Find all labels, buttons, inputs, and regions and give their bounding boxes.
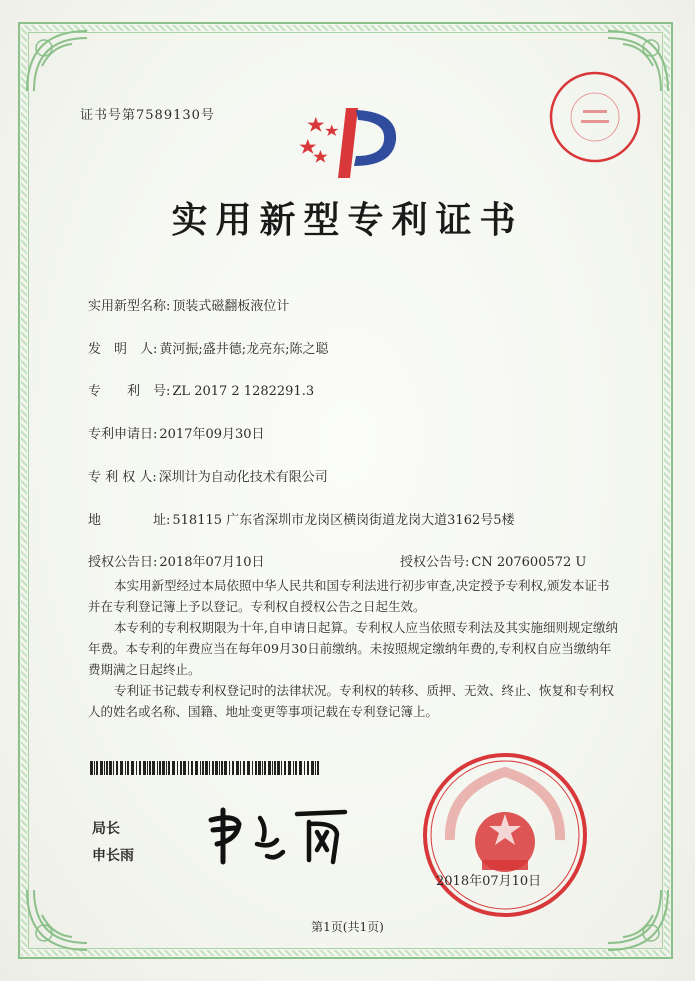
barcode-bar	[94, 761, 95, 775]
field-grant-date-label: 授权公告日:	[88, 555, 158, 570]
seal-date: 2018年07月10日	[436, 874, 542, 889]
barcode-bar	[236, 761, 239, 775]
barcode-bar	[100, 761, 103, 775]
barcode-bar	[258, 761, 261, 775]
barcode-bar	[152, 761, 155, 775]
barcode-bar	[229, 761, 230, 775]
barcode-bar	[127, 761, 129, 775]
barcode-bar	[212, 761, 214, 775]
field-patentee-value: 深圳计为自动化技术有限公司	[158, 470, 328, 485]
field-address	[88, 509, 515, 528]
barcode-bar	[159, 761, 161, 775]
certificate-title: 实用新型专利证书	[171, 199, 524, 241]
official-seal	[420, 750, 590, 920]
barcode-bar	[317, 761, 319, 775]
barcode-bar	[162, 761, 165, 775]
barcode-bar	[125, 761, 126, 775]
barcode-bar	[200, 761, 201, 775]
certificate-number: 证书号第7589130号	[80, 108, 215, 123]
barcode-bar	[219, 761, 220, 775]
field-inventor-value: 黄河振;盛井德;龙亮东;陈之聪	[159, 342, 329, 357]
barcode-bar	[304, 761, 305, 775]
barcode-bar	[116, 761, 118, 775]
barcode-bar	[284, 761, 286, 775]
field-patentee	[88, 466, 328, 485]
barcode-bar	[288, 761, 291, 775]
barcode-bar	[195, 761, 198, 775]
director-title: 局长	[92, 821, 120, 837]
field-application-date-value: 2017年09月30日	[159, 427, 265, 442]
barcode-bar	[221, 761, 223, 775]
field-patent-number-value: ZL 2017 2 1282291.3	[172, 384, 315, 399]
barcode-bar	[109, 761, 112, 775]
field-grant-number-label: 授权公告号:	[400, 555, 470, 570]
barcode-bar	[106, 761, 108, 775]
barcode-bar	[139, 761, 141, 775]
barcode-bar	[311, 761, 314, 775]
director-name: 申长雨	[92, 848, 134, 864]
field-grant-date	[88, 551, 265, 570]
barcode-bar	[240, 761, 241, 775]
field-patent-number	[88, 380, 314, 399]
barcode-bar	[166, 761, 167, 775]
barcode-bar	[209, 761, 210, 775]
barcode-bar	[136, 761, 137, 775]
field-grant-number-value: CN 207600572 U	[471, 555, 587, 570]
barcode-bar	[147, 761, 148, 775]
barcode-bar	[149, 761, 151, 775]
barcode-bar	[172, 761, 175, 775]
body-paragraph: 本专利的专利权期限为十年,自申请日起算。专利权人应当依照专利法及其实施细则规定缴纳年费。本专利的年费应当在每年09月30日前缴纳。未按照规定缴纳年费的,专利权自应当缴纳年费期满之日起终止。	[88, 620, 618, 677]
barcode-bar	[295, 761, 297, 775]
barcode-bar	[131, 761, 134, 775]
director-signature	[205, 800, 355, 870]
barcode-bar	[188, 761, 189, 775]
barcode-bar	[293, 761, 294, 775]
field-address-value: 518115 广东省深圳市龙岗区横岗街道龙岗大道3162号5楼	[172, 513, 515, 528]
field-inventor-label: 发 明 人:	[88, 342, 158, 357]
barcode-bar	[243, 761, 245, 775]
corner-ornament-top-left	[22, 26, 92, 96]
field-patentee-label: 专 利 权 人:	[88, 470, 157, 485]
barcode-bar	[180, 761, 182, 775]
agency-seal	[548, 70, 642, 164]
barcode-bar	[224, 761, 227, 775]
barcode-bar	[120, 761, 123, 775]
barcode-bar	[157, 761, 158, 775]
barcode-bar	[315, 761, 316, 775]
field-application-date-label: 专利申请日:	[88, 427, 158, 442]
barcode-bar	[183, 761, 186, 775]
barcode-bar	[299, 761, 302, 775]
barcode-bar	[262, 761, 263, 775]
barcode-bar	[202, 761, 204, 775]
barcode-bar	[307, 761, 309, 775]
barcode-bar	[215, 761, 218, 775]
patent-office-logo	[298, 100, 408, 180]
barcode-bar	[277, 761, 280, 775]
barcode-bar	[168, 761, 170, 775]
barcode-bar	[205, 761, 208, 775]
field-patent-number-label: 专 利 号:	[88, 384, 171, 399]
barcode-bar	[272, 761, 273, 775]
barcode-bar	[247, 761, 250, 775]
barcode-bar	[274, 761, 276, 775]
field-application-date	[88, 423, 265, 442]
barcode-bar	[143, 761, 146, 775]
barcode-bar	[268, 761, 271, 775]
barcode-bar	[255, 761, 257, 775]
field-address-label: 地 址:	[88, 513, 171, 528]
barcode-bar	[252, 761, 253, 775]
field-name-label: 实用新型名称:	[88, 299, 171, 314]
barcode-bar	[281, 761, 282, 775]
barcode-bar	[264, 761, 266, 775]
certificate-body	[88, 575, 618, 722]
field-grant-number	[400, 551, 586, 570]
barcode	[90, 760, 320, 774]
barcode-bar	[191, 761, 193, 775]
body-paragraph: 本实用新型经过本局依照中华人民共和国专利法进行初步审查,决定授予专利权,颁发本证书并在专利登记簿上予以登记。专利权自授权公告之日起生效。	[88, 578, 610, 614]
barcode-bar	[96, 761, 98, 775]
barcode-bar	[113, 761, 114, 775]
field-name-value: 顶装式磁翻板液位计	[172, 299, 290, 314]
body-paragraph: 专利证书记载专利权登记时的法律状况。专利权的转移、质押、无效、终止、恢复和专利权人的姓名或名称、国籍、地址变更等事项记载在专利登记簿上。	[88, 683, 615, 719]
field-grant-date-value: 2018年07月10日	[159, 555, 265, 570]
barcode-bar	[104, 761, 105, 775]
barcode-bar	[232, 761, 234, 775]
field-name	[88, 295, 289, 314]
page-footer: 第1页(共1页)	[311, 920, 384, 934]
field-inventor	[88, 338, 329, 357]
barcode-bar	[177, 761, 178, 775]
barcode-bar	[90, 761, 93, 775]
